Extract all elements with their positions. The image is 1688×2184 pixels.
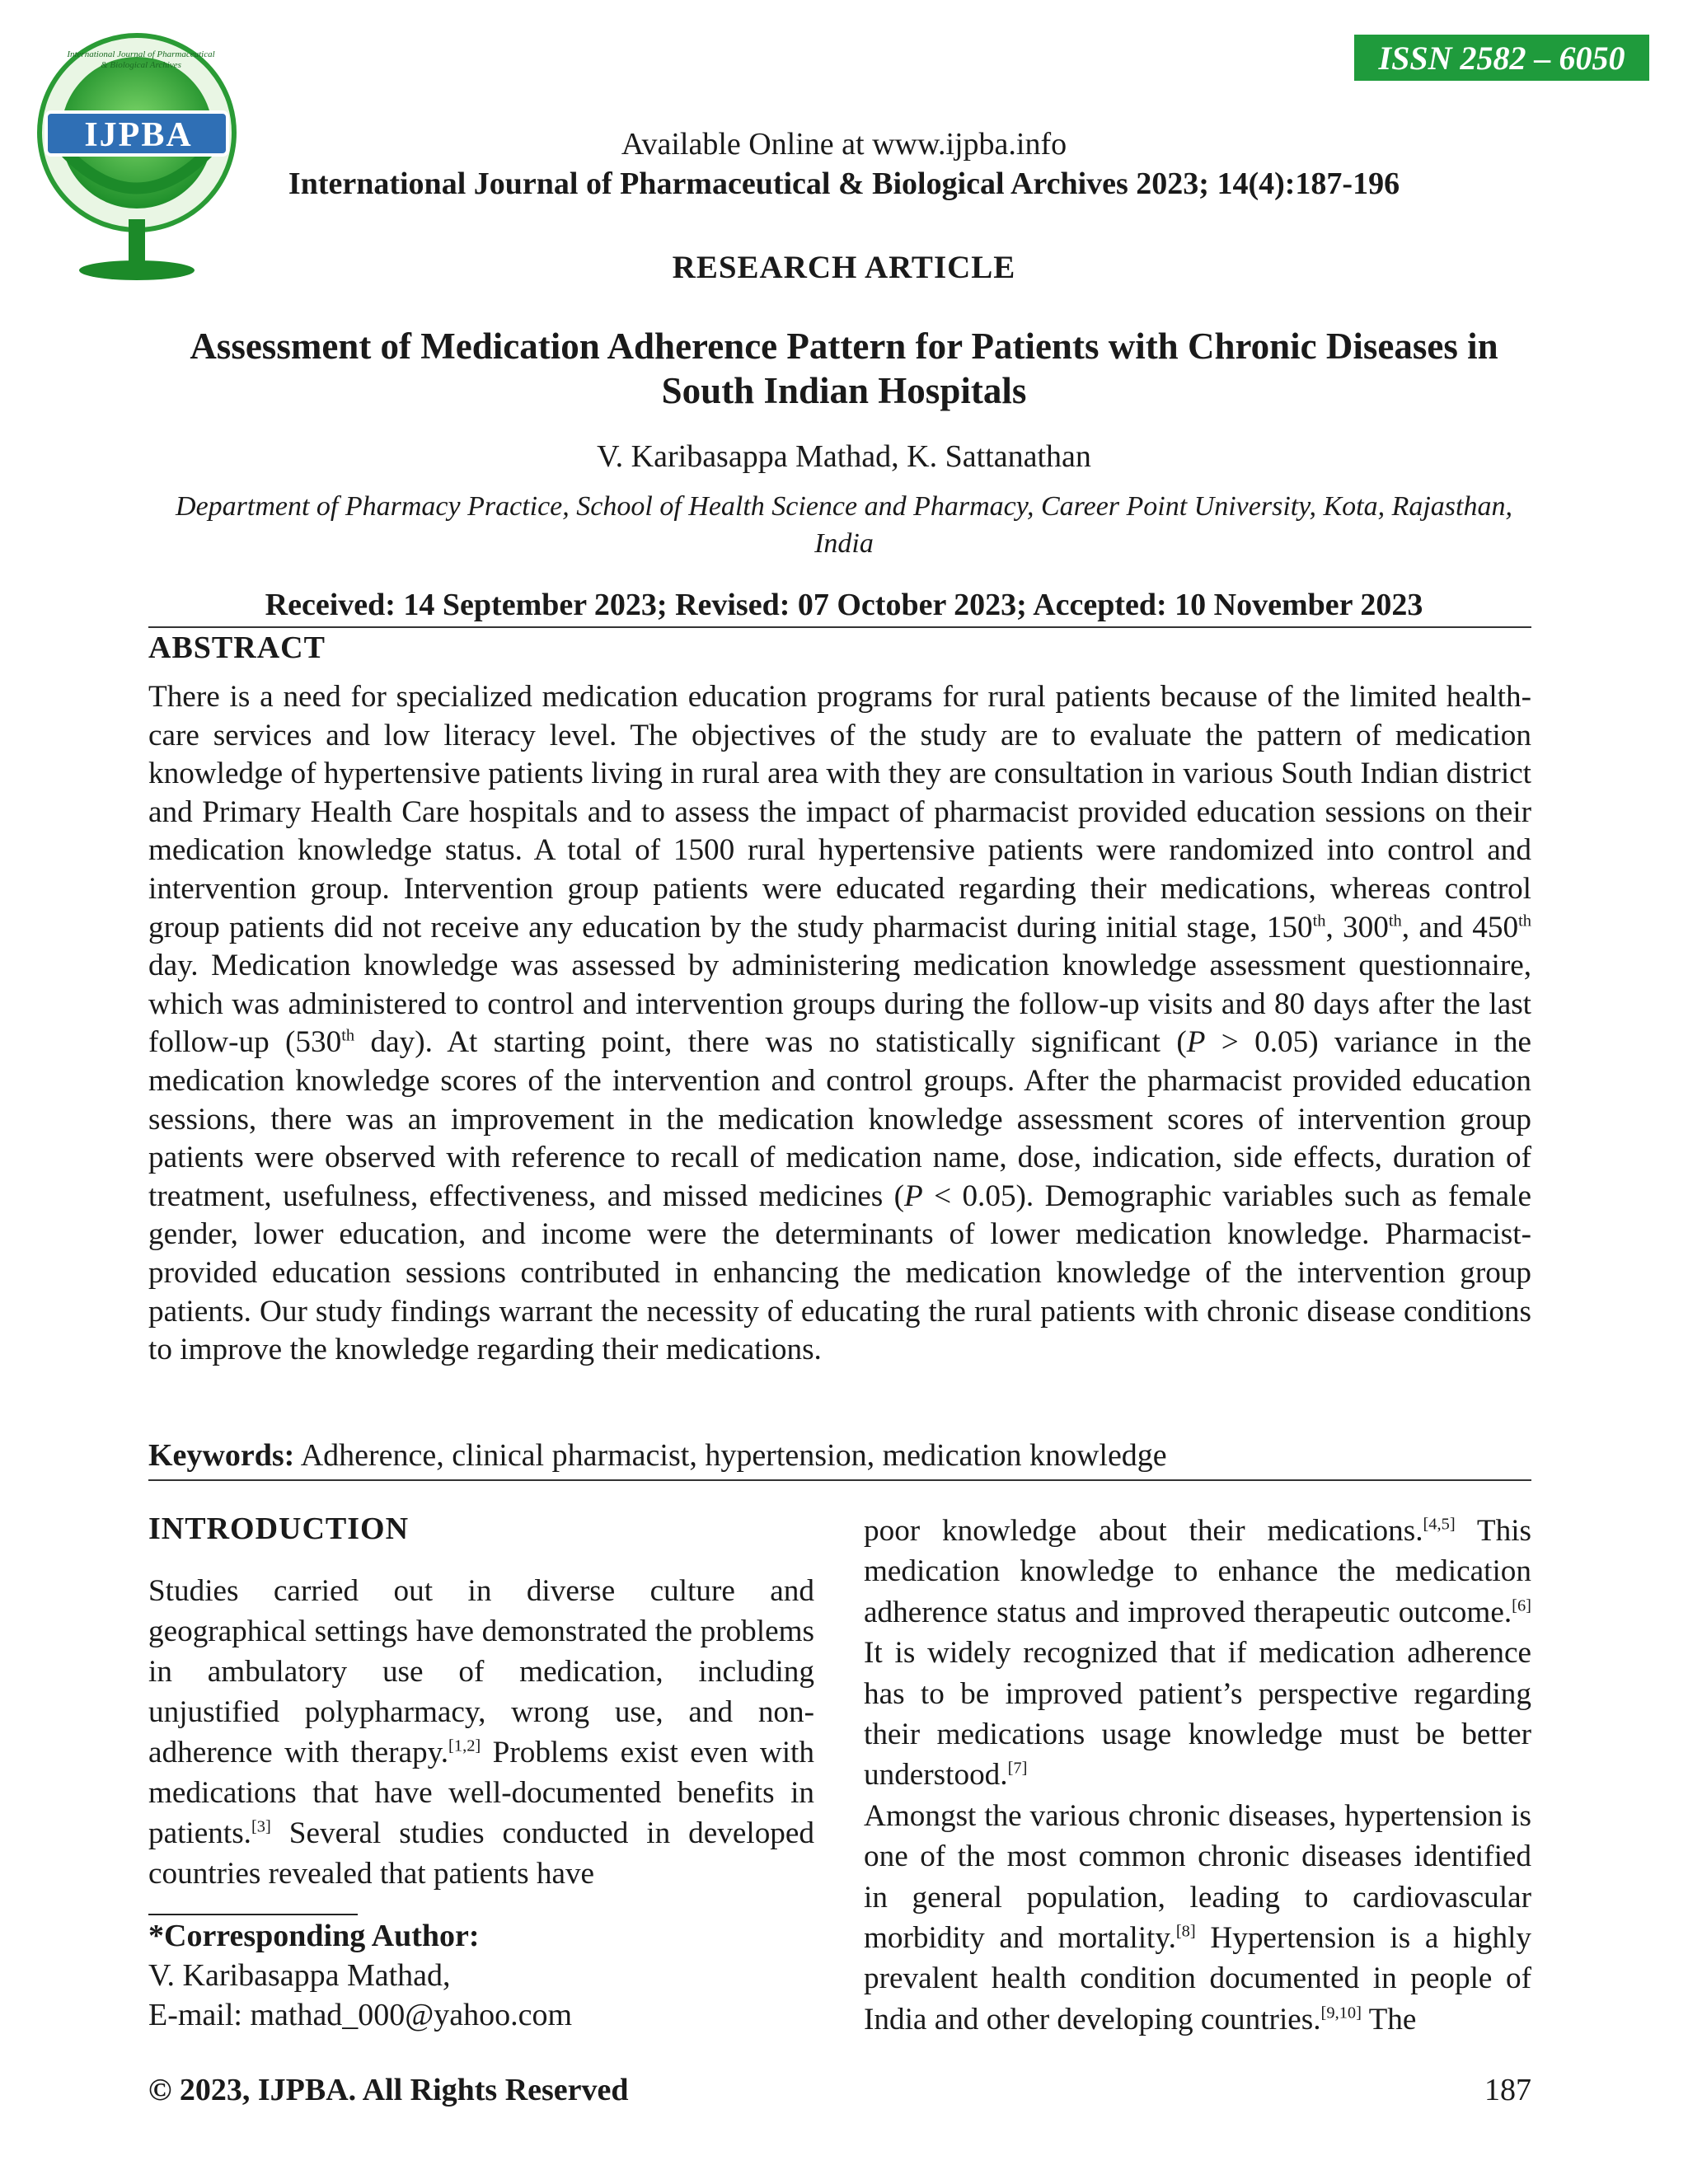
issn-badge: ISSN 2582 – 6050 [1354, 35, 1649, 81]
abstract-text: There is a need for specialized medication education programs for rural patients because of the limited health-care services and low literacy level. The objectives of the study are to evaluate the pattern of medication knowledge of hypertensive patients living in rural area with they are consultation in various South Indian district and Primary Health Care hospitals and to assess the impact of pharmacist provided education sessions on their medication knowledge status. A total of 1500 rural hypertensive patients were randomized into control and intervention group. Intervention group patients were educated regarding their medications, whereas control group patients did not receive any education by the study pharmacist during initial stage, 150th, 300th, and 450th day. Medication knowledge was assessed by administering medication knowledge assessment questionnaire, which was administered to control and intervention groups during the follow-up visits and 80 days after the last follow-up (530th day). At starting point, there was no statistically significant (P > 0.05) variance in the medication knowledge scores of the intervention and control groups. After the pharmacist provided education sessions, there was an improvement in the medication knowledge assessment scores of intervention group patients were observed with reference to recall of medication name, dose, indication, side effects, duration of treatment, usefulness, effectiveness, and missed medicines (P < 0.05). Demographic variables such as female gender, lower education, and income were the determinants of lower medication knowledge. Pharmacist-provided education sessions contributed in enhancing the medication knowledge of the intervention group patients. Our study findings warrant the necessity of educating the rural patients with chronic disease conditions to improve the knowledge regarding their medications. [148, 680, 1532, 1367]
abstract-heading: ABSTRACT [148, 630, 326, 665]
logo-ring-text: International Journal of Pharmaceutical & Biological Archives [67, 49, 215, 70]
article-dates: Received: 14 September 2023; Revised: 07 October 2023; Accepted: 10 November 2023 [265, 588, 1423, 622]
divider [148, 1479, 1531, 1481]
article-title: Assessment of Medication Adherence Pattern for Patients with Chronic Diseases in South Indian Hospitals [190, 326, 1498, 411]
article-affiliation: Department of Pharmacy Practice, School of Health Science and Pharmacy, Career Point University, Kota, Rajasthan, India [176, 491, 1512, 559]
keywords-value: Adherence, clinical pharmacist, hypertension, medication knowledge [294, 1438, 1167, 1473]
corresponding-author-name: V. Karibasappa Mathad, [148, 1958, 451, 1993]
available-online: Available Online at www.ijpba.info [621, 127, 1067, 162]
introduction-heading: INTRODUCTION [148, 1511, 410, 1546]
divider [148, 626, 1531, 628]
copyright: © 2023, IJPBA. All Rights Reserved [148, 2073, 629, 2107]
keywords [148, 1437, 1167, 1474]
logo-text: IJPBA [84, 116, 193, 154]
page-number: 187 [1484, 2073, 1531, 2107]
article-type: RESEARCH ARTICLE [672, 250, 1016, 285]
introduction-right-column: poor knowledge about their medications.[4,5] This medication knowledge to enhance the medication adherence status and improved therapeutic outcome.[6] It is widely recognized that if medication adherence has to be improved patient’s perspective regarding their medications usage knowledge must be better understood.[7] Amongst the various chronic diseases, hypertension is one of the most common chronic diseases identified in general population, leading to cardiovascular morbidity and mortality.[8] Hypertension is a highly prevalent health condition documented in people of India and other developing countries.[9,10] The [864, 1514, 1531, 2036]
keywords-label: Keywords: [148, 1438, 295, 1473]
article-authors: V. Karibasappa Mathad, K. Sattanathan [597, 439, 1091, 474]
journal-citation: International Journal of Pharmaceutical & Biological Archives 2023; 14(4):187-196 [288, 166, 1400, 201]
corresponding-author-email: E-mail: mathad_000@yahoo.com [148, 1998, 573, 2032]
footnote-divider [148, 1914, 358, 1915]
corresponding-author-heading: *Corresponding Author: [148, 1919, 480, 1953]
introduction-left-column: Studies carried out in diverse culture and geographical settings have demonstrated the problems in ambulatory use of medication, including unjustified polypharmacy, wrong use, and non-adherence with therapy.[1,2] Problems exist even with medications that have well-documented benefits in patients.[3] Several studies conducted in developed countries revealed that patients have [148, 1574, 814, 1891]
